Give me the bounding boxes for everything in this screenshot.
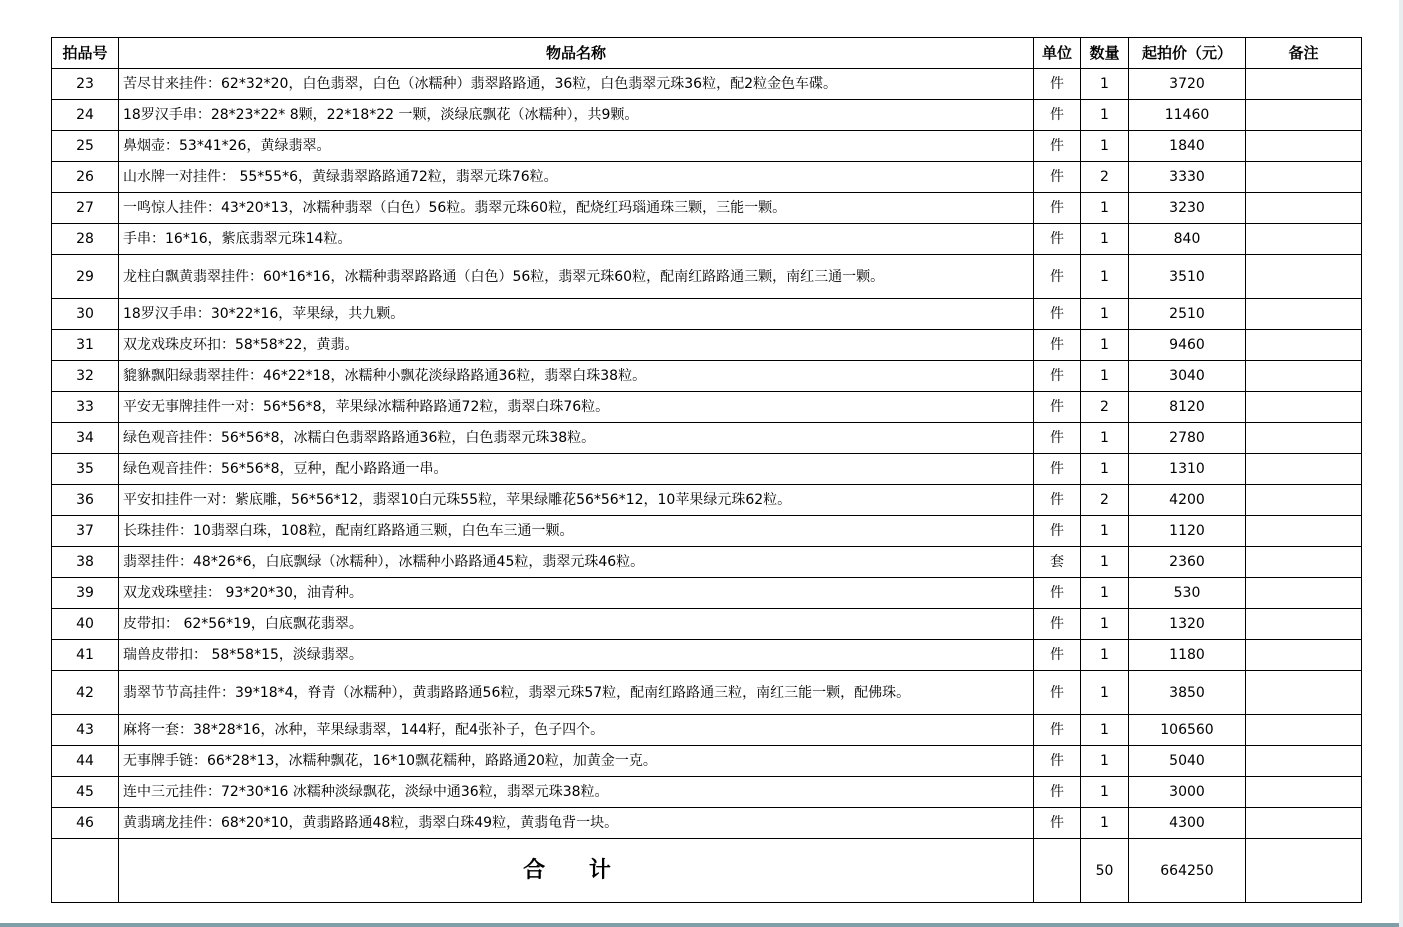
table-row — [52, 361, 1362, 392]
total-unit-cell — [1034, 839, 1081, 903]
total-note-cell — [1246, 839, 1362, 903]
lot-number-cell: 26 — [52, 162, 119, 193]
table-row — [52, 162, 1362, 193]
item-name-cell: 一鸣惊人挂件：43*20*13，冰糯种翡翠（白色）56粒。翡翠元珠60粒，配烧红玛瑙通珠三颗，三能一颗。 — [119, 193, 1034, 224]
window-bottom-edge — [0, 923, 1403, 927]
table-row — [52, 255, 1362, 299]
quantity-cell: 1 — [1081, 516, 1129, 547]
starting-price-cell: 3230 — [1129, 193, 1246, 224]
note-cell — [1246, 330, 1362, 361]
quantity-cell: 1 — [1081, 777, 1129, 808]
item-name-cell: 18罗汉手串：28*23*22* 8颗，22*18*22 一颗，淡绿底飘花（冰糯种），共9颗。 — [119, 100, 1034, 131]
table-row — [52, 392, 1362, 423]
quantity-cell: 1 — [1081, 193, 1129, 224]
starting-price-cell: 3850 — [1129, 671, 1246, 715]
quantity-cell: 1 — [1081, 100, 1129, 131]
unit-cell: 件 — [1034, 454, 1081, 485]
quantity-cell: 1 — [1081, 131, 1129, 162]
item-name-cell: 龙柱白飘黄翡翠挂件：60*16*16，冰糯种翡翠路路通（白色）56粒，翡翠元珠60粒，配南红路路通三颗，南红三通一颗。 — [119, 255, 1034, 299]
quantity-cell: 2 — [1081, 392, 1129, 423]
starting-price-cell: 2510 — [1129, 299, 1246, 330]
starting-price-cell: 8120 — [1129, 392, 1246, 423]
quantity-cell: 1 — [1081, 640, 1129, 671]
item-name-cell: 皮带扣： 62*56*19，白底飘花翡翠。 — [119, 609, 1034, 640]
lot-number-cell: 41 — [52, 640, 119, 671]
lot-number-cell: 23 — [52, 69, 119, 100]
unit-cell: 件 — [1034, 193, 1081, 224]
item-name-cell: 翡翠节节高挂件：39*18*4，脊青（冰糯种），黄翡路路通56粒，翡翠元珠57粒，配南红路路通三粒，南红三能一颗，配佛珠。 — [119, 671, 1034, 715]
unit-cell: 件 — [1034, 224, 1081, 255]
table-row — [52, 609, 1362, 640]
unit-cell: 件 — [1034, 485, 1081, 516]
note-cell — [1246, 361, 1362, 392]
table-row — [52, 578, 1362, 609]
table-row — [52, 516, 1362, 547]
quantity-cell: 1 — [1081, 547, 1129, 578]
note-cell — [1246, 485, 1362, 516]
quantity-cell: 2 — [1081, 162, 1129, 193]
table-row — [52, 671, 1362, 715]
starting-price-cell: 4200 — [1129, 485, 1246, 516]
note-cell — [1246, 640, 1362, 671]
lot-number-cell: 27 — [52, 193, 119, 224]
note-cell — [1246, 131, 1362, 162]
note-cell — [1246, 671, 1362, 715]
quantity-cell: 1 — [1081, 454, 1129, 485]
item-name-cell: 手串：16*16，紫底翡翠元珠14粒。 — [119, 224, 1034, 255]
note-cell — [1246, 162, 1362, 193]
note-cell — [1246, 715, 1362, 746]
unit-cell: 件 — [1034, 808, 1081, 839]
header-unit: 单位 — [1034, 38, 1081, 69]
quantity-cell: 1 — [1081, 578, 1129, 609]
item-name-cell: 长珠挂件：10翡翠白珠，108粒，配南红路路通三颗，白色车三通一颗。 — [119, 516, 1034, 547]
item-name-cell: 瑞兽皮带扣： 58*58*15，淡绿翡翠。 — [119, 640, 1034, 671]
quantity-cell: 1 — [1081, 224, 1129, 255]
quantity-cell: 1 — [1081, 361, 1129, 392]
unit-cell: 件 — [1034, 299, 1081, 330]
quantity-cell: 1 — [1081, 671, 1129, 715]
note-cell — [1246, 69, 1362, 100]
starting-price-cell: 530 — [1129, 578, 1246, 609]
unit-cell: 件 — [1034, 609, 1081, 640]
unit-cell: 件 — [1034, 715, 1081, 746]
table-row — [52, 485, 1362, 516]
note-cell — [1246, 578, 1362, 609]
lot-number-cell: 30 — [52, 299, 119, 330]
total-starting-price: 664250 — [1129, 839, 1246, 903]
lot-number-cell: 42 — [52, 671, 119, 715]
starting-price-cell: 106560 — [1129, 715, 1246, 746]
unit-cell: 件 — [1034, 69, 1081, 100]
quantity-cell: 1 — [1081, 69, 1129, 100]
starting-price-cell: 11460 — [1129, 100, 1246, 131]
unit-cell: 件 — [1034, 746, 1081, 777]
note-cell — [1246, 299, 1362, 330]
table-row — [52, 131, 1362, 162]
table-row — [52, 193, 1362, 224]
table-row — [52, 100, 1362, 131]
table-row — [52, 746, 1362, 777]
lot-number-cell: 34 — [52, 423, 119, 454]
note-cell — [1246, 746, 1362, 777]
lot-number-cell: 31 — [52, 330, 119, 361]
lot-number-cell: 46 — [52, 808, 119, 839]
lot-number-cell: 39 — [52, 578, 119, 609]
note-cell — [1246, 777, 1362, 808]
item-name-cell: 18罗汉手串：30*22*16，苹果绿，共九颗。 — [119, 299, 1034, 330]
lot-number-cell: 24 — [52, 100, 119, 131]
table-row — [52, 454, 1362, 485]
unit-cell: 件 — [1034, 361, 1081, 392]
unit-cell: 件 — [1034, 423, 1081, 454]
lot-number-cell: 38 — [52, 547, 119, 578]
lot-number-cell: 29 — [52, 255, 119, 299]
starting-price-cell: 1310 — [1129, 454, 1246, 485]
starting-price-cell: 2780 — [1129, 423, 1246, 454]
table-row — [52, 777, 1362, 808]
unit-cell: 件 — [1034, 392, 1081, 423]
header-note: 备注 — [1246, 38, 1362, 69]
header-item-name: 物品名称 — [119, 38, 1034, 69]
item-name-cell: 黄翡璃龙挂件：68*20*10，黄翡路路通48粒，翡翠白珠49粒，黄翡龟背一块。 — [119, 808, 1034, 839]
window-right-edge — [1399, 0, 1403, 927]
item-name-cell: 绿色观音挂件：56*56*8，豆种，配小路路通一串。 — [119, 454, 1034, 485]
starting-price-cell: 1840 — [1129, 131, 1246, 162]
item-name-cell: 苦尽甘来挂件：62*32*20，白色翡翠，白色（冰糯种）翡翠路路通，36粒，白色翡翠元珠36粒，配2粒金色车碟。 — [119, 69, 1034, 100]
lot-number-cell: 43 — [52, 715, 119, 746]
note-cell — [1246, 100, 1362, 131]
starting-price-cell: 1320 — [1129, 609, 1246, 640]
item-name-cell: 翡翠挂件：48*26*6，白底飘绿（冰糯种），冰糯种小路路通45粒，翡翠元珠46粒。 — [119, 547, 1034, 578]
starting-price-cell: 5040 — [1129, 746, 1246, 777]
lot-number-cell: 35 — [52, 454, 119, 485]
lot-number-cell: 32 — [52, 361, 119, 392]
header-lot-number: 拍品号 — [52, 38, 119, 69]
quantity-cell: 1 — [1081, 255, 1129, 299]
quantity-cell: 2 — [1081, 485, 1129, 516]
item-name-cell: 连中三元挂件：72*30*16 冰糯种淡绿飘花，淡绿中通36粒，翡翠元珠38粒。 — [119, 777, 1034, 808]
header-row — [52, 38, 1362, 69]
unit-cell: 件 — [1034, 516, 1081, 547]
note-cell — [1246, 454, 1362, 485]
table-row — [52, 640, 1362, 671]
item-name-cell: 平安无事牌挂件一对：56*56*8，苹果绿冰糯种路路通72粒，翡翠白珠76粒。 — [119, 392, 1034, 423]
unit-cell: 件 — [1034, 671, 1081, 715]
quantity-cell: 1 — [1081, 808, 1129, 839]
unit-cell: 套 — [1034, 547, 1081, 578]
note-cell — [1246, 423, 1362, 454]
starting-price-cell: 3040 — [1129, 361, 1246, 392]
unit-cell: 件 — [1034, 131, 1081, 162]
item-name-cell: 鼻烟壶：53*41*26，黄绿翡翠。 — [119, 131, 1034, 162]
starting-price-cell: 2360 — [1129, 547, 1246, 578]
lot-number-cell: 28 — [52, 224, 119, 255]
item-name-cell: 麻将一套：38*28*16，冰种，苹果绿翡翠，144籽，配4张补子，色子四个。 — [119, 715, 1034, 746]
note-cell — [1246, 193, 1362, 224]
table-row — [52, 69, 1362, 100]
lot-number-cell: 45 — [52, 777, 119, 808]
starting-price-cell: 3720 — [1129, 69, 1246, 100]
lot-number-cell: 33 — [52, 392, 119, 423]
note-cell — [1246, 255, 1362, 299]
total-lot-cell — [52, 839, 119, 903]
item-name-cell: 山水牌一对挂件： 55*55*6，黄绿翡翠路路通72粒，翡翠元珠76粒。 — [119, 162, 1034, 193]
header-quantity: 数量 — [1081, 38, 1129, 69]
item-name-cell: 貔貅飘阳绿翡翠挂件：46*22*18，冰糯种小飘花淡绿路路通36粒，翡翠白珠38粒。 — [119, 361, 1034, 392]
note-cell — [1246, 516, 1362, 547]
lot-number-cell: 25 — [52, 131, 119, 162]
quantity-cell: 1 — [1081, 609, 1129, 640]
quantity-cell: 1 — [1081, 299, 1129, 330]
unit-cell: 件 — [1034, 777, 1081, 808]
unit-cell: 件 — [1034, 330, 1081, 361]
lot-number-cell: 37 — [52, 516, 119, 547]
table-row — [52, 547, 1362, 578]
unit-cell: 件 — [1034, 640, 1081, 671]
unit-cell: 件 — [1034, 578, 1081, 609]
lot-number-cell: 36 — [52, 485, 119, 516]
item-name-cell: 无事牌手链：66*28*13，冰糯种飘花，16*10飘花糯种，路路通20粒，加黄金一克。 — [119, 746, 1034, 777]
table-body — [52, 69, 1362, 839]
starting-price-cell: 3000 — [1129, 777, 1246, 808]
starting-price-cell: 1120 — [1129, 516, 1246, 547]
quantity-cell: 1 — [1081, 330, 1129, 361]
total-row — [52, 839, 1362, 903]
total-quantity: 50 — [1081, 839, 1129, 903]
auction-items-table — [51, 37, 1362, 903]
starting-price-cell: 3510 — [1129, 255, 1246, 299]
unit-cell: 件 — [1034, 100, 1081, 131]
item-name-cell: 绿色观音挂件：56*56*8，冰糯白色翡翠路路通36粒，白色翡翠元珠38粒。 — [119, 423, 1034, 454]
note-cell — [1246, 392, 1362, 423]
starting-price-cell: 840 — [1129, 224, 1246, 255]
quantity-cell: 1 — [1081, 746, 1129, 777]
item-name-cell: 双龙戏珠皮环扣：58*58*22，黄翡。 — [119, 330, 1034, 361]
note-cell — [1246, 547, 1362, 578]
header-starting-price: 起拍价（元） — [1129, 38, 1246, 69]
table-row — [52, 715, 1362, 746]
note-cell — [1246, 609, 1362, 640]
table-row — [52, 299, 1362, 330]
table-row — [52, 808, 1362, 839]
table-row — [52, 423, 1362, 454]
item-name-cell: 双龙戏珠壁挂： 93*20*30，油青种。 — [119, 578, 1034, 609]
note-cell — [1246, 224, 1362, 255]
starting-price-cell: 4300 — [1129, 808, 1246, 839]
lot-number-cell: 40 — [52, 609, 119, 640]
starting-price-cell: 1180 — [1129, 640, 1246, 671]
starting-price-cell: 9460 — [1129, 330, 1246, 361]
item-name-cell: 平安扣挂件一对：紫底雕，56*56*12，翡翠10白元珠55粒，苹果绿雕花56*56*12，10苹果绿元珠62粒。 — [119, 485, 1034, 516]
unit-cell: 件 — [1034, 255, 1081, 299]
lot-number-cell: 44 — [52, 746, 119, 777]
note-cell — [1246, 808, 1362, 839]
table-row — [52, 330, 1362, 361]
total-label: 合 计 — [119, 839, 1034, 903]
unit-cell: 件 — [1034, 162, 1081, 193]
table-row — [52, 224, 1362, 255]
quantity-cell: 1 — [1081, 423, 1129, 454]
starting-price-cell: 3330 — [1129, 162, 1246, 193]
quantity-cell: 1 — [1081, 715, 1129, 746]
